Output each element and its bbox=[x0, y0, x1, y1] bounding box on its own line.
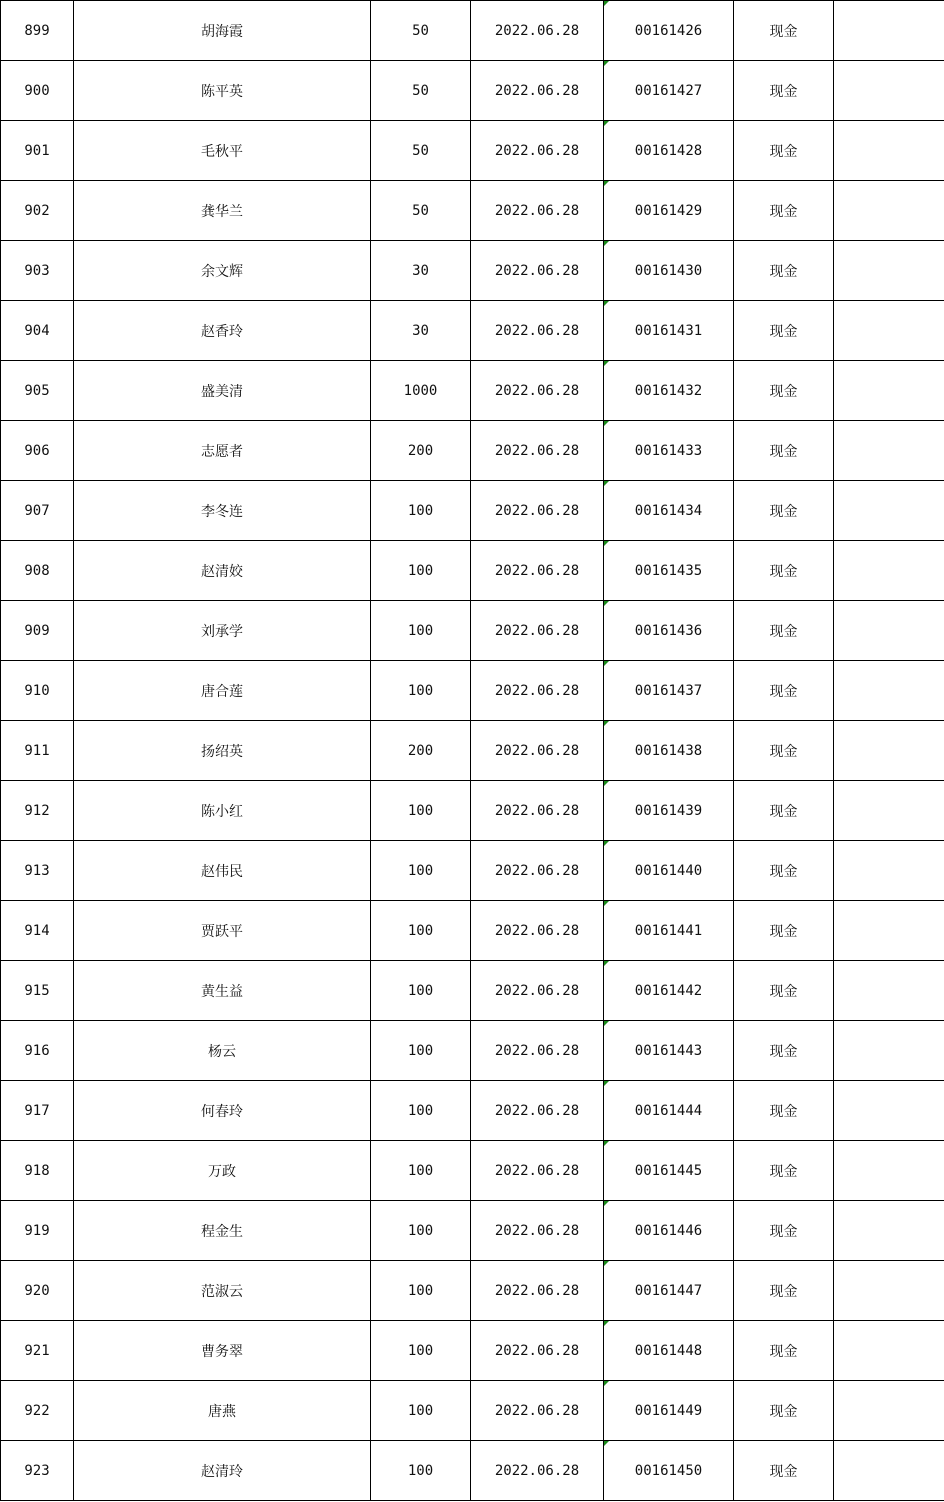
remark-cell bbox=[834, 421, 944, 481]
table-row bbox=[1, 1021, 944, 1081]
receipt-number-cell bbox=[604, 1441, 734, 1501]
date-cell: 2022.06.28 bbox=[471, 1081, 604, 1141]
amount-cell: 100 bbox=[371, 1441, 471, 1501]
receipt-number-cell bbox=[604, 361, 734, 421]
payment-method-cell: 现金 bbox=[734, 1141, 834, 1201]
row-number-cell: 902 bbox=[1, 181, 74, 241]
remark-cell bbox=[834, 661, 944, 721]
row-number-cell: 921 bbox=[1, 1321, 74, 1381]
date-cell: 2022.06.28 bbox=[471, 181, 604, 241]
table-row bbox=[1, 241, 944, 301]
text-number-flag-icon bbox=[604, 901, 609, 906]
receipt-number-text: 00161444 bbox=[634, 1102, 703, 1119]
row-number-cell: 913 bbox=[1, 841, 74, 901]
payment-method-cell: 现金 bbox=[734, 421, 834, 481]
remark-cell bbox=[834, 541, 944, 601]
receipt-number-text: 00161445 bbox=[634, 1162, 703, 1179]
amount-cell: 50 bbox=[371, 1, 471, 61]
receipt-number-text: 00161443 bbox=[634, 1042, 703, 1059]
receipt-number-cell bbox=[604, 421, 734, 481]
amount-cell: 200 bbox=[371, 421, 471, 481]
date-cell: 2022.06.28 bbox=[471, 1021, 604, 1081]
text-number-flag-icon bbox=[604, 1081, 609, 1086]
payment-method-cell: 现金 bbox=[734, 841, 834, 901]
text-number-flag-icon bbox=[604, 1321, 609, 1326]
ledger-body bbox=[1, 1, 944, 1501]
donor-name-cell: 扬绍英 bbox=[74, 721, 371, 781]
receipt-number-text: 00161429 bbox=[634, 202, 703, 219]
date-cell: 2022.06.28 bbox=[471, 1, 604, 61]
amount-cell: 50 bbox=[371, 181, 471, 241]
row-number-cell: 923 bbox=[1, 1441, 74, 1501]
receipt-number-cell bbox=[604, 241, 734, 301]
amount-cell: 200 bbox=[371, 721, 471, 781]
table-row bbox=[1, 1, 944, 61]
text-number-flag-icon bbox=[604, 481, 609, 486]
receipt-number-cell bbox=[604, 541, 734, 601]
remark-cell bbox=[834, 721, 944, 781]
row-number-cell: 922 bbox=[1, 1381, 74, 1441]
amount-cell: 30 bbox=[371, 241, 471, 301]
table-row bbox=[1, 661, 944, 721]
text-number-flag-icon bbox=[604, 1, 609, 6]
payment-method-cell: 现金 bbox=[734, 541, 834, 601]
payment-method-cell: 现金 bbox=[734, 601, 834, 661]
payment-method-cell: 现金 bbox=[734, 661, 834, 721]
receipt-number-text: 00161434 bbox=[634, 502, 703, 519]
table-row bbox=[1, 1381, 944, 1441]
amount-cell: 100 bbox=[371, 901, 471, 961]
amount-cell: 100 bbox=[371, 601, 471, 661]
donor-name-cell: 李冬连 bbox=[74, 481, 371, 541]
receipt-number-cell bbox=[604, 61, 734, 121]
remark-cell bbox=[834, 361, 944, 421]
table-row bbox=[1, 421, 944, 481]
remark-cell bbox=[834, 601, 944, 661]
receipt-number-cell bbox=[604, 481, 734, 541]
remark-cell bbox=[834, 61, 944, 121]
remark-cell bbox=[834, 961, 944, 1021]
text-number-flag-icon bbox=[604, 721, 609, 726]
text-number-flag-icon bbox=[604, 1261, 609, 1266]
date-cell: 2022.06.28 bbox=[471, 301, 604, 361]
row-number-cell: 908 bbox=[1, 541, 74, 601]
receipt-number-cell bbox=[604, 181, 734, 241]
table-row bbox=[1, 901, 944, 961]
payment-method-cell: 现金 bbox=[734, 1261, 834, 1321]
date-cell: 2022.06.28 bbox=[471, 1201, 604, 1261]
amount-cell: 100 bbox=[371, 481, 471, 541]
text-number-flag-icon bbox=[604, 241, 609, 246]
receipt-number-text: 00161437 bbox=[634, 682, 703, 699]
amount-cell: 1000 bbox=[371, 361, 471, 421]
date-cell: 2022.06.28 bbox=[471, 961, 604, 1021]
donor-name-cell: 万政 bbox=[74, 1141, 371, 1201]
table-row bbox=[1, 961, 944, 1021]
row-number-cell: 919 bbox=[1, 1201, 74, 1261]
row-number-cell: 906 bbox=[1, 421, 74, 481]
remark-cell bbox=[834, 181, 944, 241]
receipt-number-text: 00161448 bbox=[634, 1342, 703, 1359]
row-number-cell: 901 bbox=[1, 121, 74, 181]
receipt-number-text: 00161428 bbox=[634, 142, 703, 159]
remark-cell bbox=[834, 241, 944, 301]
receipt-number-cell bbox=[604, 601, 734, 661]
date-cell: 2022.06.28 bbox=[471, 661, 604, 721]
date-cell: 2022.06.28 bbox=[471, 481, 604, 541]
donor-name-cell: 范淑云 bbox=[74, 1261, 371, 1321]
payment-method-cell: 现金 bbox=[734, 361, 834, 421]
text-number-flag-icon bbox=[604, 781, 609, 786]
table-row bbox=[1, 601, 944, 661]
amount-cell: 100 bbox=[371, 661, 471, 721]
remark-cell bbox=[834, 1261, 944, 1321]
row-number-cell: 920 bbox=[1, 1261, 74, 1321]
row-number-cell: 910 bbox=[1, 661, 74, 721]
receipt-number-cell bbox=[604, 961, 734, 1021]
receipt-number-text: 00161426 bbox=[634, 22, 703, 39]
remark-cell bbox=[834, 1381, 944, 1441]
amount-cell: 30 bbox=[371, 301, 471, 361]
amount-cell: 100 bbox=[371, 1021, 471, 1081]
receipt-number-text: 00161438 bbox=[634, 742, 703, 759]
remark-cell bbox=[834, 1441, 944, 1501]
text-number-flag-icon bbox=[604, 1141, 609, 1146]
row-number-cell: 905 bbox=[1, 361, 74, 421]
payment-method-cell: 现金 bbox=[734, 721, 834, 781]
amount-cell: 100 bbox=[371, 841, 471, 901]
amount-cell: 50 bbox=[371, 121, 471, 181]
receipt-number-cell bbox=[604, 721, 734, 781]
date-cell: 2022.06.28 bbox=[471, 1441, 604, 1501]
table-row bbox=[1, 1261, 944, 1321]
table-row bbox=[1, 61, 944, 121]
amount-cell: 100 bbox=[371, 1201, 471, 1261]
receipt-number-cell bbox=[604, 901, 734, 961]
row-number-cell: 907 bbox=[1, 481, 74, 541]
amount-cell: 50 bbox=[371, 61, 471, 121]
receipt-number-text: 00161447 bbox=[634, 1282, 703, 1299]
receipt-number-text: 00161427 bbox=[634, 82, 703, 99]
donor-name-cell: 陈小红 bbox=[74, 781, 371, 841]
amount-cell: 100 bbox=[371, 1141, 471, 1201]
payment-method-cell: 现金 bbox=[734, 301, 834, 361]
text-number-flag-icon bbox=[604, 61, 609, 66]
amount-cell: 100 bbox=[371, 541, 471, 601]
receipt-number-text: 00161430 bbox=[634, 262, 703, 279]
text-number-flag-icon bbox=[604, 181, 609, 186]
table-row bbox=[1, 301, 944, 361]
receipt-number-text: 00161449 bbox=[634, 1402, 703, 1419]
receipt-number-text: 00161433 bbox=[634, 442, 703, 459]
text-number-flag-icon bbox=[604, 361, 609, 366]
donor-name-cell: 赵香玲 bbox=[74, 301, 371, 361]
payment-method-cell: 现金 bbox=[734, 1381, 834, 1441]
table-row bbox=[1, 541, 944, 601]
receipt-number-text: 00161432 bbox=[634, 382, 703, 399]
text-number-flag-icon bbox=[604, 961, 609, 966]
receipt-number-text: 00161435 bbox=[634, 562, 703, 579]
row-number-cell: 904 bbox=[1, 301, 74, 361]
receipt-number-cell bbox=[604, 1201, 734, 1261]
donor-name-cell: 赵清玲 bbox=[74, 1441, 371, 1501]
receipt-number-text: 00161436 bbox=[634, 622, 703, 639]
table-row bbox=[1, 181, 944, 241]
payment-method-cell: 现金 bbox=[734, 1021, 834, 1081]
receipt-number-cell bbox=[604, 121, 734, 181]
remark-cell bbox=[834, 481, 944, 541]
date-cell: 2022.06.28 bbox=[471, 1261, 604, 1321]
donor-name-cell: 何春玲 bbox=[74, 1081, 371, 1141]
table-row bbox=[1, 1141, 944, 1201]
remark-cell bbox=[834, 1141, 944, 1201]
remark-cell bbox=[834, 1021, 944, 1081]
date-cell: 2022.06.28 bbox=[471, 1321, 604, 1381]
receipt-number-cell bbox=[604, 1141, 734, 1201]
receipt-number-cell bbox=[604, 781, 734, 841]
table-row bbox=[1, 721, 944, 781]
receipt-number-cell bbox=[604, 1021, 734, 1081]
text-number-flag-icon bbox=[604, 121, 609, 126]
date-cell: 2022.06.28 bbox=[471, 121, 604, 181]
table-row bbox=[1, 361, 944, 421]
amount-cell: 100 bbox=[371, 781, 471, 841]
date-cell: 2022.06.28 bbox=[471, 721, 604, 781]
table-row bbox=[1, 481, 944, 541]
receipt-number-text: 00161442 bbox=[634, 982, 703, 999]
row-number-cell: 900 bbox=[1, 61, 74, 121]
remark-cell bbox=[834, 301, 944, 361]
text-number-flag-icon bbox=[604, 301, 609, 306]
donor-name-cell: 贾跃平 bbox=[74, 901, 371, 961]
remark-cell bbox=[834, 1321, 944, 1381]
donor-name-cell: 唐燕 bbox=[74, 1381, 371, 1441]
remark-cell bbox=[834, 1, 944, 61]
receipt-number-cell bbox=[604, 1381, 734, 1441]
payment-method-cell: 现金 bbox=[734, 1, 834, 61]
payment-method-cell: 现金 bbox=[734, 181, 834, 241]
donor-name-cell: 赵伟民 bbox=[74, 841, 371, 901]
receipt-number-text: 00161446 bbox=[634, 1222, 703, 1239]
table-row bbox=[1, 781, 944, 841]
date-cell: 2022.06.28 bbox=[471, 421, 604, 481]
table-row bbox=[1, 1081, 944, 1141]
donor-name-cell: 志愿者 bbox=[74, 421, 371, 481]
receipt-number-cell bbox=[604, 1321, 734, 1381]
text-number-flag-icon bbox=[604, 1021, 609, 1026]
date-cell: 2022.06.28 bbox=[471, 901, 604, 961]
table-row bbox=[1, 121, 944, 181]
remark-cell bbox=[834, 901, 944, 961]
date-cell: 2022.06.28 bbox=[471, 1141, 604, 1201]
row-number-cell: 917 bbox=[1, 1081, 74, 1141]
date-cell: 2022.06.28 bbox=[471, 241, 604, 301]
receipt-number-cell bbox=[604, 301, 734, 361]
date-cell: 2022.06.28 bbox=[471, 541, 604, 601]
row-number-cell: 911 bbox=[1, 721, 74, 781]
row-number-cell: 914 bbox=[1, 901, 74, 961]
row-number-cell: 899 bbox=[1, 1, 74, 61]
date-cell: 2022.06.28 bbox=[471, 601, 604, 661]
payment-method-cell: 现金 bbox=[734, 781, 834, 841]
payment-method-cell: 现金 bbox=[734, 1321, 834, 1381]
row-number-cell: 916 bbox=[1, 1021, 74, 1081]
receipt-number-text: 00161450 bbox=[634, 1462, 703, 1479]
donor-name-cell: 胡海霞 bbox=[74, 1, 371, 61]
payment-method-cell: 现金 bbox=[734, 241, 834, 301]
text-number-flag-icon bbox=[604, 1441, 609, 1446]
receipt-number-cell bbox=[604, 841, 734, 901]
table-row bbox=[1, 1201, 944, 1261]
amount-cell: 100 bbox=[371, 1381, 471, 1441]
date-cell: 2022.06.28 bbox=[471, 841, 604, 901]
text-number-flag-icon bbox=[604, 601, 609, 606]
table-row bbox=[1, 1321, 944, 1381]
receipt-number-cell bbox=[604, 1261, 734, 1321]
donor-name-cell: 唐合莲 bbox=[74, 661, 371, 721]
remark-cell bbox=[834, 781, 944, 841]
text-number-flag-icon bbox=[604, 1201, 609, 1206]
donor-name-cell: 余文辉 bbox=[74, 241, 371, 301]
text-number-flag-icon bbox=[604, 541, 609, 546]
remark-cell bbox=[834, 1201, 944, 1261]
payment-method-cell: 现金 bbox=[734, 481, 834, 541]
row-number-cell: 903 bbox=[1, 241, 74, 301]
receipt-number-text: 00161441 bbox=[634, 922, 703, 939]
remark-cell bbox=[834, 841, 944, 901]
row-number-cell: 918 bbox=[1, 1141, 74, 1201]
date-cell: 2022.06.28 bbox=[471, 361, 604, 421]
donor-name-cell: 黄生益 bbox=[74, 961, 371, 1021]
amount-cell: 100 bbox=[371, 1261, 471, 1321]
row-number-cell: 915 bbox=[1, 961, 74, 1021]
receipt-number-cell bbox=[604, 1, 734, 61]
receipt-number-text: 00161431 bbox=[634, 322, 703, 339]
donor-name-cell: 程金生 bbox=[74, 1201, 371, 1261]
table-row bbox=[1, 841, 944, 901]
text-number-flag-icon bbox=[604, 421, 609, 426]
receipt-number-cell bbox=[604, 661, 734, 721]
donor-name-cell: 毛秋平 bbox=[74, 121, 371, 181]
receipt-number-cell bbox=[604, 1081, 734, 1141]
date-cell: 2022.06.28 bbox=[471, 1381, 604, 1441]
donor-name-cell: 赵清姣 bbox=[74, 541, 371, 601]
text-number-flag-icon bbox=[604, 841, 609, 846]
payment-method-cell: 现金 bbox=[734, 1201, 834, 1261]
donor-name-cell: 刘承学 bbox=[74, 601, 371, 661]
donor-name-cell: 杨云 bbox=[74, 1021, 371, 1081]
remark-cell bbox=[834, 121, 944, 181]
text-number-flag-icon bbox=[604, 1381, 609, 1386]
receipt-number-text: 00161439 bbox=[634, 802, 703, 819]
payment-method-cell: 现金 bbox=[734, 901, 834, 961]
amount-cell: 100 bbox=[371, 1321, 471, 1381]
receipt-number-text: 00161440 bbox=[634, 862, 703, 879]
row-number-cell: 912 bbox=[1, 781, 74, 841]
remark-cell bbox=[834, 1081, 944, 1141]
donor-name-cell: 曹务翠 bbox=[74, 1321, 371, 1381]
donor-name-cell: 盛美清 bbox=[74, 361, 371, 421]
date-cell: 2022.06.28 bbox=[471, 61, 604, 121]
table-row bbox=[1, 1441, 944, 1501]
donor-name-cell: 龚华兰 bbox=[74, 181, 371, 241]
payment-method-cell: 现金 bbox=[734, 1441, 834, 1501]
amount-cell: 100 bbox=[371, 961, 471, 1021]
row-number-cell: 909 bbox=[1, 601, 74, 661]
payment-method-cell: 现金 bbox=[734, 1081, 834, 1141]
payment-method-cell: 现金 bbox=[734, 61, 834, 121]
donor-name-cell: 陈平英 bbox=[74, 61, 371, 121]
payment-method-cell: 现金 bbox=[734, 121, 834, 181]
date-cell: 2022.06.28 bbox=[471, 781, 604, 841]
amount-cell: 100 bbox=[371, 1081, 471, 1141]
payment-method-cell: 现金 bbox=[734, 961, 834, 1021]
text-number-flag-icon bbox=[604, 661, 609, 666]
